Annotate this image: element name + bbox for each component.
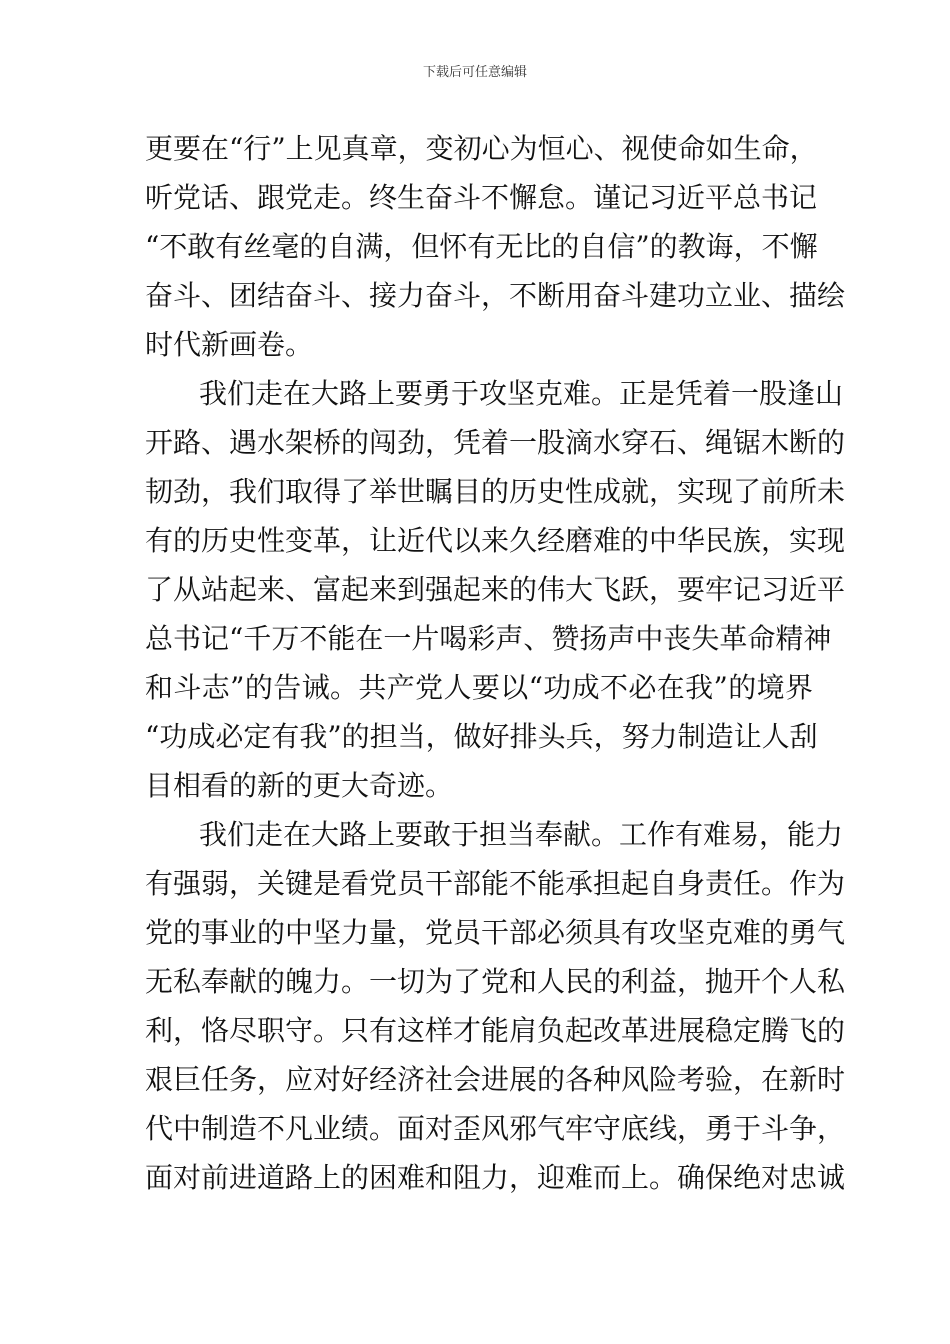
text-line: 艰巨任务，应对好经济社会进展的各种风险考验，在新时 bbox=[145, 1063, 846, 1096]
text-line: 奋斗、团结奋斗、接力奋斗，不断用奋斗建功立业、描绘 bbox=[145, 279, 846, 312]
text-line: 总书记“千万不能在一片喝彩声、赞扬声中丧失革命精神 bbox=[145, 622, 832, 655]
text-line: 和斗志”的告诫。共产党人要以“功成不必在我”的境界 bbox=[145, 671, 813, 704]
body-text bbox=[145, 124, 846, 1202]
text-line: 无私奉献的魄力。一切为了党和人民的利益，抛开个人私 bbox=[145, 965, 846, 998]
page-header: 下载后可任意编辑 bbox=[422, 65, 527, 80]
text-line: 目相看的新的更大奇迹。 bbox=[145, 769, 454, 802]
text-line: “功成必定有我”的担当，做好排头兵，努力制造让人刮 bbox=[145, 720, 818, 753]
text-line: 利，恪尽职守。只有这样才能肩负起改革进展稳定腾飞的 bbox=[145, 1014, 846, 1047]
text-line: 了从站起来、富起来到强起来的伟大飞跃，要牢记习近平 bbox=[145, 573, 846, 606]
text-line: 开路、遇水架桥的闯劲，凭着一股滴水穿石、绳锯木断的 bbox=[145, 426, 846, 459]
text-line: “不敢有丝毫的自满，但怀有无比的自信”的教诲，不懈 bbox=[145, 230, 818, 263]
text-line: 时代新画卷。 bbox=[145, 328, 314, 361]
text-line: 代中制造不凡业绩。面对歪风邪气牢守底线，勇于斗争， bbox=[145, 1112, 846, 1145]
text-line: 面对前进道路上的困难和阻力，迎难而上。确保绝对忠诚 bbox=[145, 1161, 846, 1194]
text-line: 党的事业的中坚力量，党员干部必须具有攻坚克难的勇气 bbox=[145, 916, 846, 949]
text-line: 更要在“行”上见真章，变初心为恒心、视使命如生命， bbox=[145, 132, 818, 165]
text-line: 有的历史性变革，让近代以来久经磨难的中华民族，实现 bbox=[145, 524, 846, 557]
text-line: 有强弱，关键是看党员干部能不能承担起自身责任。作为 bbox=[145, 867, 846, 900]
text-line: 我们走在大路上要敢于担当奉献。工作有难易，能力 bbox=[199, 818, 844, 851]
text-line: 我们走在大路上要勇于攻坚克难。正是凭着一股逢山 bbox=[199, 377, 844, 410]
text-line: 听党话、跟党走。终生奋斗不懈怠。谨记习近平总书记 bbox=[145, 181, 818, 214]
text-line: 韧劲，我们取得了举世瞩目的历史性成就，实现了前所未 bbox=[145, 475, 846, 508]
